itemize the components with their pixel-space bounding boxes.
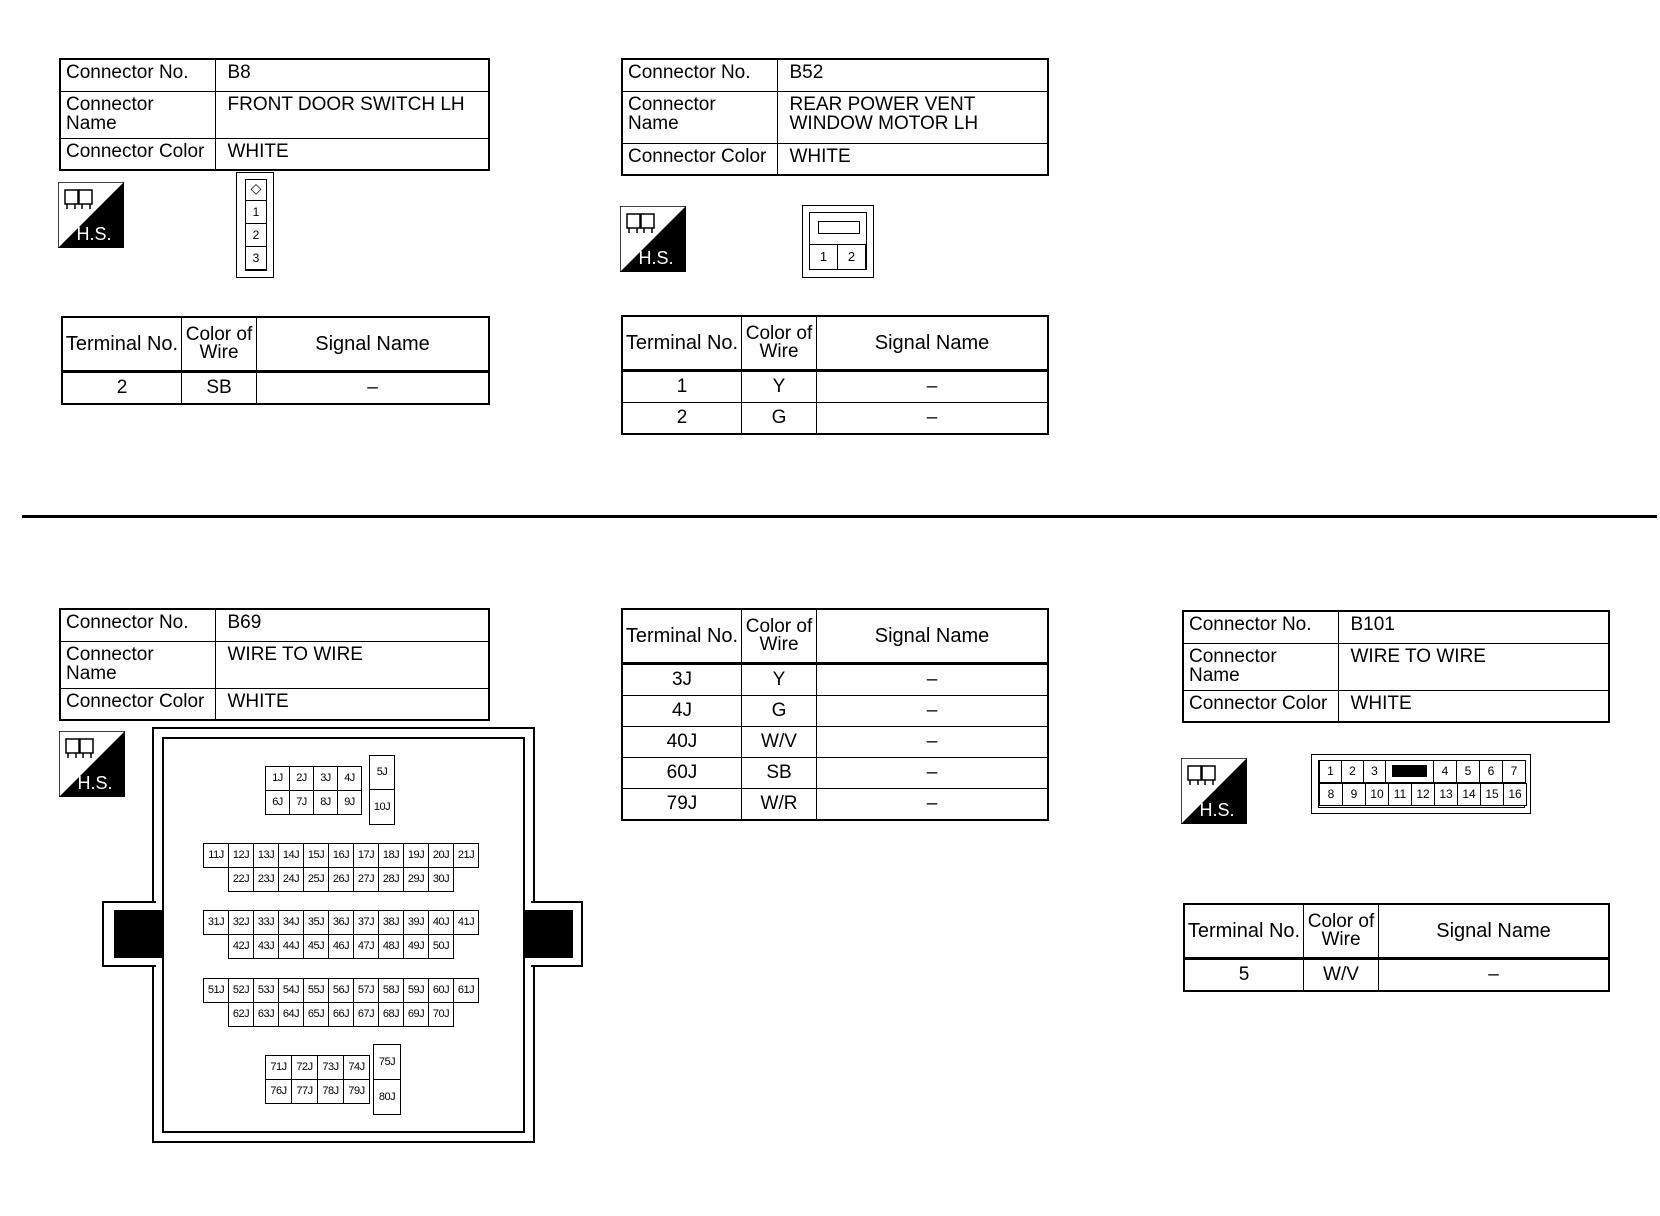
pin: 8J xyxy=(313,790,338,815)
pin: 20J xyxy=(428,843,454,868)
pin: 2 xyxy=(837,244,866,270)
terminal-no-header: Terminal No. xyxy=(622,609,742,664)
pin: 19J xyxy=(403,843,429,868)
connector-name-label: Connector Name xyxy=(60,91,215,138)
table-row: 2 SB – xyxy=(62,372,489,405)
pin: 66J xyxy=(328,1002,354,1027)
pin: 7 xyxy=(1502,760,1526,783)
b8-terminal-table xyxy=(61,316,490,405)
pin: 48J xyxy=(378,934,404,959)
pin: 10J xyxy=(369,789,395,825)
pin: 60J xyxy=(428,978,454,1003)
table-row: 4J G – xyxy=(622,696,1048,727)
connector-color-value: WHITE xyxy=(777,143,1048,175)
pin: 28J xyxy=(378,867,404,892)
pin: 2 xyxy=(245,223,267,247)
pin: 22J xyxy=(228,867,254,892)
table-row: 3J Y – xyxy=(622,664,1048,696)
connector-color-label: Connector Color xyxy=(622,143,777,175)
pin: 17J xyxy=(353,843,379,868)
pin: 30J xyxy=(428,867,454,892)
terminal-no-header: Terminal No. xyxy=(622,316,742,371)
table-row: 79J W/R – xyxy=(622,789,1048,821)
pin: 76J xyxy=(265,1079,292,1104)
svg-text:H.S.: H.S. xyxy=(77,773,113,793)
pin: 4 xyxy=(1433,760,1457,783)
pin: 73J xyxy=(317,1055,344,1080)
left-latch-icon xyxy=(114,910,164,958)
table-row: 2 G – xyxy=(622,403,1048,435)
pin: 31J xyxy=(203,910,229,935)
connector-no-label: Connector No. xyxy=(622,59,777,91)
connector-no-value: B52 xyxy=(777,59,1048,91)
b101-info-table xyxy=(1182,610,1610,723)
pin: 8 xyxy=(1319,783,1343,806)
pin: 50J xyxy=(428,934,454,959)
pin: 3J xyxy=(313,766,338,791)
pin: 46J xyxy=(328,934,354,959)
pin: 6 xyxy=(1479,760,1503,783)
harness-side-icon xyxy=(58,182,124,248)
pin: 5J xyxy=(369,755,395,790)
b69-terminal-table xyxy=(621,608,1049,821)
pin: 11 xyxy=(1388,783,1412,806)
lock-diamond-icon: ◇ xyxy=(245,179,267,201)
pin: 67J xyxy=(353,1002,379,1027)
connector-name-value: FRONT DOOR SWITCH LH xyxy=(215,91,489,138)
pin: 6J xyxy=(265,790,290,815)
pin: 1 xyxy=(809,244,838,270)
pin: 13 xyxy=(1434,783,1458,806)
pin: 37J xyxy=(353,910,379,935)
connector-no-value: B8 xyxy=(215,59,489,91)
pin: 63J xyxy=(253,1002,279,1027)
polarity-key-icon xyxy=(1385,760,1434,783)
connector-color-label: Connector Color xyxy=(60,688,215,720)
pin: 9J xyxy=(337,790,362,815)
pin: 9 xyxy=(1342,783,1366,806)
pin: 42J xyxy=(228,934,254,959)
pin: 43J xyxy=(253,934,279,959)
table-row: 1 Y – xyxy=(622,371,1048,403)
connector-no-label: Connector No. xyxy=(1183,611,1338,643)
connector-no-label: Connector No. xyxy=(60,609,215,641)
terminal-no-header: Terminal No. xyxy=(62,317,182,372)
pin: 7J xyxy=(289,790,314,815)
b52-info-table xyxy=(621,58,1049,176)
pin: 21J xyxy=(453,843,479,868)
pin: 33J xyxy=(253,910,279,935)
pin: 70J xyxy=(428,1002,454,1027)
pin: 58J xyxy=(378,978,404,1003)
pin: 69J xyxy=(403,1002,429,1027)
pin: 2 xyxy=(1341,760,1364,783)
pin: 16 xyxy=(1503,783,1527,806)
connector-no-value: B101 xyxy=(1338,611,1609,643)
connector-color-label: Connector Color xyxy=(1183,690,1338,722)
pin: 35J xyxy=(303,910,329,935)
pin: 51J xyxy=(203,978,229,1003)
pin: 12J xyxy=(228,843,254,868)
terminal-no-header: Terminal No. xyxy=(1184,904,1304,959)
pin: 2J xyxy=(289,766,314,791)
b52-terminal-table xyxy=(621,315,1049,435)
signal-name-header: Signal Name xyxy=(1379,904,1610,959)
pin: 77J xyxy=(291,1079,318,1104)
pin: 23J xyxy=(253,867,279,892)
pin: 80J xyxy=(373,1079,401,1115)
connector-name-label: Connector Name xyxy=(622,91,777,143)
b52-connector-face xyxy=(802,205,874,278)
pin: 13J xyxy=(253,843,279,868)
connector-color-label: Connector Color xyxy=(60,138,215,170)
pin: 27J xyxy=(353,867,379,892)
signal-name-header: Signal Name xyxy=(817,609,1049,664)
connector-name-value: REAR POWER VENT WINDOW MOTOR LH xyxy=(777,91,1048,143)
b8-connector-face xyxy=(236,172,274,278)
connector-no-value: B69 xyxy=(215,609,489,641)
lock-tab-icon xyxy=(818,221,860,234)
pin: 65J xyxy=(303,1002,329,1027)
pin: 64J xyxy=(278,1002,304,1027)
section-divider xyxy=(22,515,1657,518)
pin: 68J xyxy=(378,1002,404,1027)
signal-name-header: Signal Name xyxy=(257,317,490,372)
pin: 40J xyxy=(428,910,454,935)
pin: 47J xyxy=(353,934,379,959)
svg-text:H.S.: H.S. xyxy=(76,224,112,244)
pin: 24J xyxy=(278,867,304,892)
pin: 32J xyxy=(228,910,254,935)
pin: 12 xyxy=(1411,783,1435,806)
connector-color-value: WHITE xyxy=(215,138,489,170)
connector-name-label: Connector Name xyxy=(60,641,215,688)
table-row: 60J SB – xyxy=(622,758,1048,789)
pin: 1 xyxy=(1319,760,1342,783)
pin: 56J xyxy=(328,978,354,1003)
pin: 34J xyxy=(278,910,304,935)
connector-no-label: Connector No. xyxy=(60,59,215,91)
pin: 16J xyxy=(328,843,354,868)
pin: 14J xyxy=(278,843,304,868)
pin: 15J xyxy=(303,843,329,868)
pin: 25J xyxy=(303,867,329,892)
pin: 15 xyxy=(1480,783,1504,806)
table-row: 5 W/V – xyxy=(1184,959,1609,992)
pin: 71J xyxy=(265,1055,292,1080)
pin: 59J xyxy=(403,978,429,1003)
pin: 79J xyxy=(343,1079,370,1104)
pin: 55J xyxy=(303,978,329,1003)
svg-text:H.S.: H.S. xyxy=(638,248,674,268)
wire-color-header: Color of Wire xyxy=(742,609,817,664)
pin: 36J xyxy=(328,910,354,935)
pin: 14 xyxy=(1457,783,1481,806)
pin: 45J xyxy=(303,934,329,959)
pin: 39J xyxy=(403,910,429,935)
pin: 53J xyxy=(253,978,279,1003)
connector-name-label: Connector Name xyxy=(1183,643,1338,690)
pin: 38J xyxy=(378,910,404,935)
pin: 5 xyxy=(1456,760,1480,783)
pin: 49J xyxy=(403,934,429,959)
b8-info-table xyxy=(59,58,490,171)
pin: 3 xyxy=(1363,760,1386,783)
connector-color-value: WHITE xyxy=(1338,690,1609,722)
b69-info-table xyxy=(59,608,490,721)
pin: 72J xyxy=(291,1055,318,1080)
right-latch-icon xyxy=(523,910,573,958)
pin: 75J xyxy=(373,1044,401,1080)
pin: 4J xyxy=(337,766,362,791)
signal-name-header: Signal Name xyxy=(817,316,1049,371)
pin: 44J xyxy=(278,934,304,959)
wire-color-header: Color of Wire xyxy=(742,316,817,371)
pin: 1 xyxy=(245,200,267,224)
pin: 3 xyxy=(245,246,267,270)
pin: 10 xyxy=(1365,783,1389,806)
connector-color-value: WHITE xyxy=(215,688,489,720)
pin: 57J xyxy=(353,978,379,1003)
pin: 78J xyxy=(317,1079,344,1104)
pin: 74J xyxy=(343,1055,370,1080)
pin: 11J xyxy=(203,843,229,868)
pin: 61J xyxy=(453,978,479,1003)
harness-side-icon xyxy=(620,206,686,272)
pin: 62J xyxy=(228,1002,254,1027)
wire-color-header: Color of Wire xyxy=(182,317,257,372)
pin: 29J xyxy=(403,867,429,892)
pin: 54J xyxy=(278,978,304,1003)
b101-terminal-table xyxy=(1183,903,1610,992)
b101-connector-face xyxy=(1311,754,1531,814)
pin: 26J xyxy=(328,867,354,892)
table-row: 40J W/V – xyxy=(622,727,1048,758)
connector-name-value: WIRE TO WIRE xyxy=(1338,643,1609,690)
connector-name-value: WIRE TO WIRE xyxy=(215,641,489,688)
pin: 41J xyxy=(453,910,479,935)
harness-side-icon xyxy=(59,731,125,797)
harness-side-icon xyxy=(1181,758,1247,824)
pin: 18J xyxy=(378,843,404,868)
pin: 52J xyxy=(228,978,254,1003)
wire-color-header: Color of Wire xyxy=(1304,904,1379,959)
pin: 1J xyxy=(265,766,290,791)
svg-text:H.S.: H.S. xyxy=(1199,800,1235,820)
